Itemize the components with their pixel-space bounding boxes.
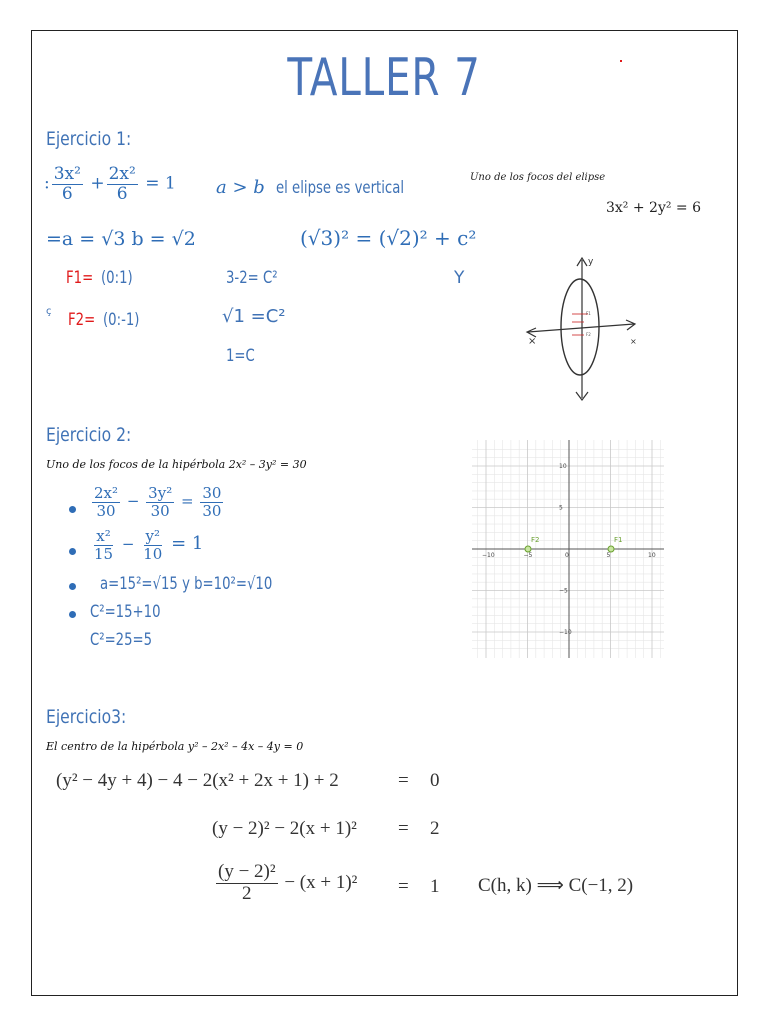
ej2-bullet-4-cont: C²=25=5 xyxy=(90,630,153,650)
ej1-c-mark: ç xyxy=(46,306,52,317)
ej1-focus-1: F1= (0:1) xyxy=(66,268,133,288)
bullet xyxy=(69,583,76,590)
ej1-heading: Ejercicio 1: xyxy=(46,128,132,150)
ej3-line-3-lhs: $\frac{\text{(y − 2)²}}{2}$ − (x + 1)² xyxy=(218,861,358,904)
bullet xyxy=(69,611,76,618)
ej3-line-1-rhs: 0 xyxy=(430,770,440,791)
focus-point-f2 xyxy=(525,546,531,552)
svg-text:F2: F2 xyxy=(586,332,591,337)
ej3-line-2-eq: = xyxy=(398,818,409,839)
ej2-bullet-2: $\frac{\text{x²}}{15}$ − $\frac{\text{y²}}{10}$ = 1 xyxy=(94,527,204,563)
y-tick-label: 5 xyxy=(559,504,563,512)
ej2-bullet-1: $\frac{\text{2x²}}{30}$ − $\frac{\text{3y²}}{30}$ = $\frac{30}{30}$ xyxy=(94,484,222,520)
x-tick-label: 5 xyxy=(606,552,611,559)
ej1-condition-text: el elipse es vertical xyxy=(276,178,405,198)
ej3-line-2-rhs: 2 xyxy=(430,818,440,839)
x-tick-label: −10 xyxy=(482,552,495,559)
page-title: TALLER 7 xyxy=(287,48,481,108)
ej2-bullet-4: C²=15+10 xyxy=(90,602,161,622)
ej1-ab-values: =a = √3 b = √2 xyxy=(46,228,196,250)
y-tick-label: −10 xyxy=(559,629,572,636)
red-dot-mark xyxy=(620,60,622,62)
ej3-center-result: C(h, k) ⟹ C(−1, 2) xyxy=(478,875,634,896)
ej3-line-3-rhs: 1 xyxy=(430,876,440,897)
ej1-calc-2: √1 =C² xyxy=(222,306,286,327)
bullet xyxy=(69,506,76,513)
svg-text:×: × xyxy=(528,336,537,347)
ej3-subtitle: El centro de la hipérbola y² – 2x² – 4x – 4y = 0 xyxy=(46,740,304,753)
ej1-y-mark: Y xyxy=(454,268,465,288)
y-tick-label: −5 xyxy=(559,587,568,595)
focus-label-f2: F2 xyxy=(531,536,540,544)
ej3-line-1-eq: = xyxy=(398,770,409,791)
focus-point-f1 xyxy=(608,546,614,552)
ej1-focus-2: F2= (0:-1) xyxy=(68,310,140,330)
ej1-pythagoras: (√3)² = (√2)² + c² xyxy=(300,226,477,250)
ej1-condition-math: a > b xyxy=(216,177,265,198)
hyperbola-graph xyxy=(472,440,664,658)
focus-label-f1: F1 xyxy=(614,536,623,544)
x-tick-label: 10 xyxy=(648,552,656,559)
ej2-bullet-3: a=15²=√15 y b=10²=√10 xyxy=(100,574,273,594)
svg-text:F1: F1 xyxy=(586,311,591,316)
ej1-calc-3: 1=C xyxy=(226,346,255,366)
ej1-note: Uno de los focos del elipse xyxy=(470,172,606,183)
ej1-equation: : $\frac{\text{3x²}}{6}$ + $\frac{\text{2x²}}{6}$ = 1 xyxy=(44,164,176,204)
ej1-calc-1: 3-2= C² xyxy=(226,268,278,288)
ej2-heading: Ejercicio 2: xyxy=(46,424,132,446)
ej3-heading: Ejercicio3: xyxy=(46,706,127,728)
bullet xyxy=(69,548,76,555)
svg-text:y: y xyxy=(588,257,594,267)
ellipse-sketch xyxy=(522,252,642,404)
ej3-line-3-eq: = xyxy=(398,876,409,897)
ej1-note-equation: 3x² + 2y² = 6 xyxy=(606,200,702,216)
svg-text:×: × xyxy=(630,337,637,346)
x-tick-label: 0 xyxy=(565,552,569,559)
ej2-subtitle: Uno de los focos de la hipérbola 2x² – 3y² = 30 xyxy=(46,458,307,471)
x-tick-label: −5 xyxy=(523,552,533,559)
y-tick-label: 10 xyxy=(559,463,567,470)
ej3-line-1-lhs: (y² − 4y + 4) − 4 − 2(x² + 2x + 1) + 2 xyxy=(56,770,339,791)
ej3-line-2-lhs: (y − 2)² − 2(x + 1)² xyxy=(212,818,357,839)
